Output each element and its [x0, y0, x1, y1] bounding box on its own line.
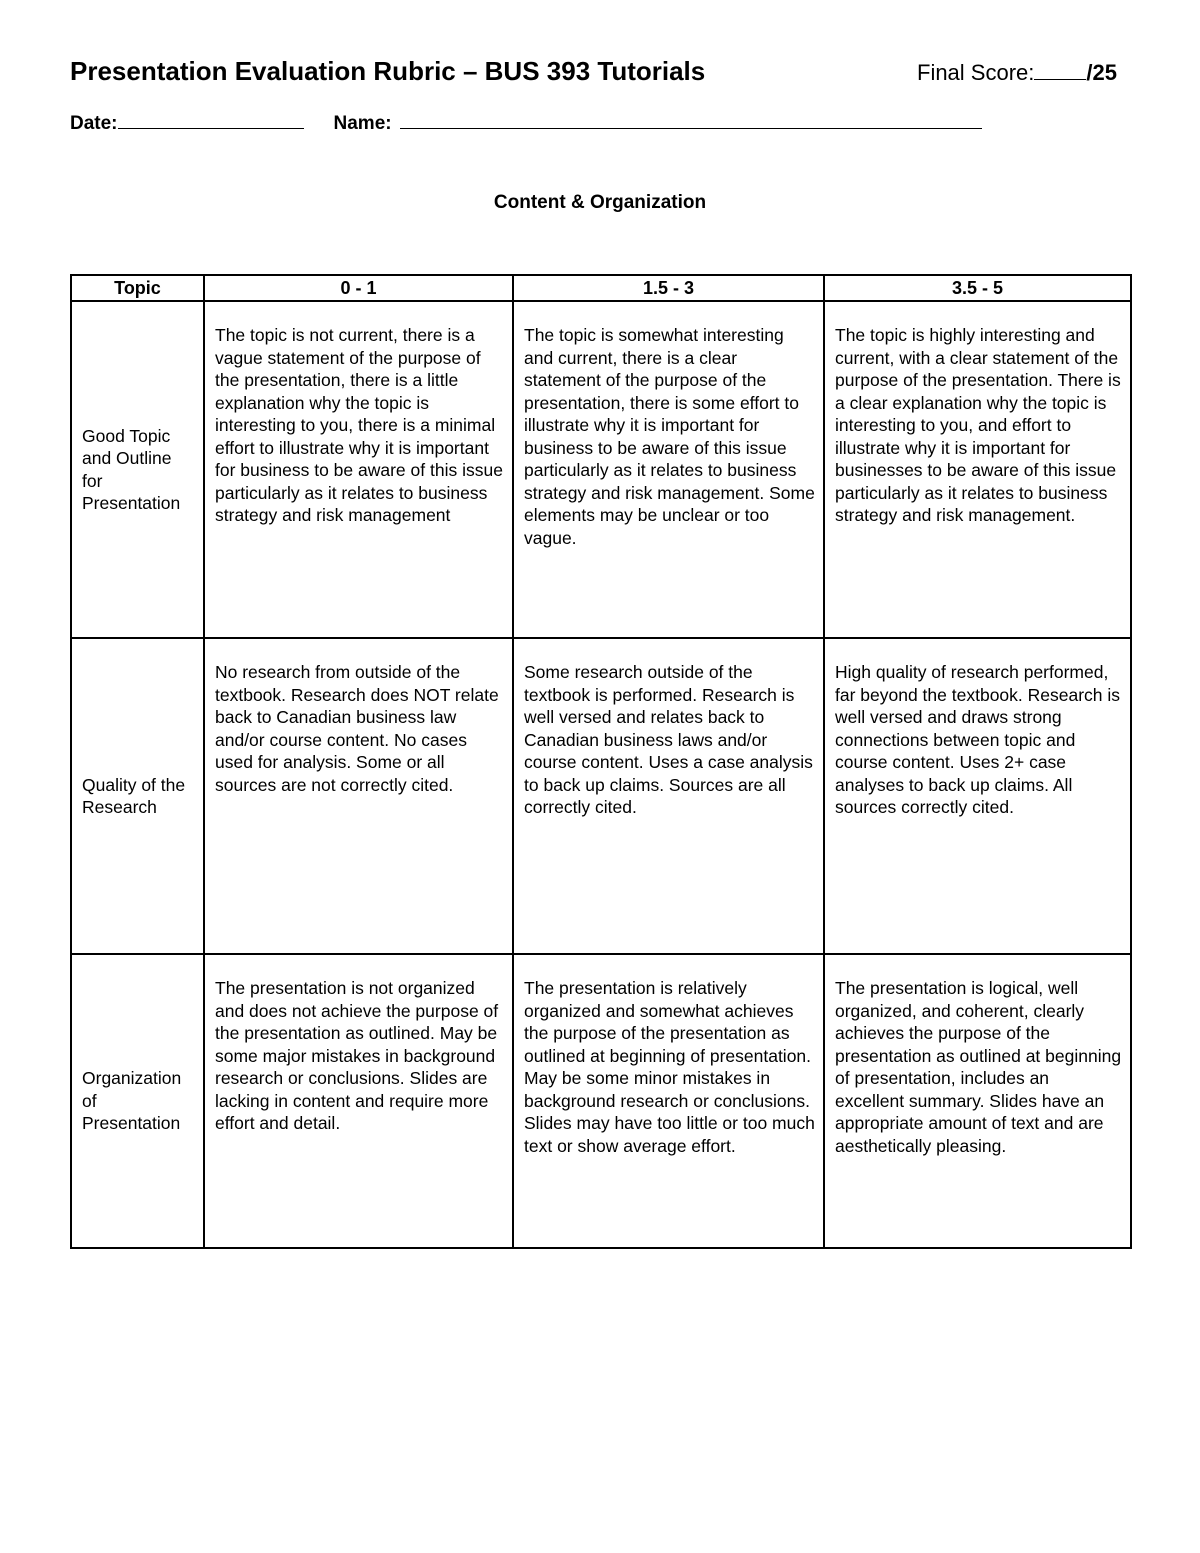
table-row: [71, 954, 1131, 1248]
final-score-denominator: /25: [1086, 60, 1117, 85]
row-topic: Quality of the Research: [71, 638, 204, 954]
final-score: [917, 60, 1117, 86]
document-title: Presentation Evaluation Rubric – BUS 393 Tutorials: [70, 56, 706, 86]
final-score-label: Final Score:: [917, 60, 1035, 85]
row-topic: Good Topic and Outline for Presentation: [71, 301, 204, 638]
name-blank[interactable]: [400, 108, 982, 129]
table-row: [71, 301, 1131, 638]
criteria-mid: Some research outside of the textbook is performed. Research is well versed and relates back to Canadian business laws and/or course content. Uses a case analysis to back up claims. Sources are all correctly cited.: [513, 638, 824, 954]
criteria-high: High quality of research performed, far beyond the textbook. Research is well versed and draws strong connections between topic and course content. Uses 2+ case analyses to back up claims. All sources correctly cited.: [824, 638, 1131, 954]
criteria-high: The topic is highly interesting and current, with a clear statement of the purpose of the presentation. There is a clear explanation why the topic is interesting to you, and effort to illustrate why it is important for businesses to be aware of this issue particularly as it relates to business strategy and risk management.: [824, 301, 1131, 638]
header-score-0-1: 0 - 1: [204, 275, 513, 301]
header-score-1-5-3: 1.5 - 3: [513, 275, 824, 301]
table-header-row: [71, 275, 1131, 301]
rubric-table: [70, 274, 1132, 1249]
row-topic: Organization of Presentation: [71, 954, 204, 1248]
section-title: Content & Organization: [493, 192, 707, 213]
final-score-blank[interactable]: [1034, 61, 1086, 80]
header-topic: Topic: [71, 275, 204, 301]
criteria-high: The presentation is logical, well organized, and coherent, clearly achieves the purpose of the presentation as outlined at beginning of presentation, includes an excellent summary. Slides have an appropriate amount of text and are aesthetically pleasing.: [824, 954, 1131, 1248]
criteria-low: No research from outside of the textbook. Research does NOT relate back to Canadian business law and/or course content. No cases used for analysis. Some or all sources are not correctly cited.: [204, 638, 513, 954]
name-label: Name:: [333, 113, 392, 134]
date-name-row: [70, 108, 982, 135]
criteria-low: The presentation is not organized and does not achieve the purpose of the presentation as outlined. May be some major mistakes in background research or conclusions. Slides are lacking in content and require more effort and detail.: [204, 954, 513, 1248]
table-row: [71, 638, 1131, 954]
criteria-mid: The presentation is relatively organized and somewhat achieves the purpose of the presentation as outlined at beginning of presentation. May be some minor mistakes in background research or conclusions. Slides may have too little or too much text or show average effort.: [513, 954, 824, 1248]
date-blank[interactable]: [118, 108, 304, 129]
criteria-low: The topic is not current, there is a vague statement of the purpose of the presentation, there is a little explanation why the topic is interesting to you, there is a minimal effort to illustrate why it is important for business to be aware of this issue particularly as it relates to business strategy and risk management: [204, 301, 513, 638]
header-score-3-5-5: 3.5 - 5: [824, 275, 1131, 301]
date-label: Date:: [70, 113, 118, 134]
criteria-mid: The topic is somewhat interesting and current, there is a clear statement of the purpose of the presentation, there is some effort to illustrate why it is important for business to be aware of this issue particularly as it relates to business strategy and risk management. Some elements may be unclear or too vague.: [513, 301, 824, 638]
